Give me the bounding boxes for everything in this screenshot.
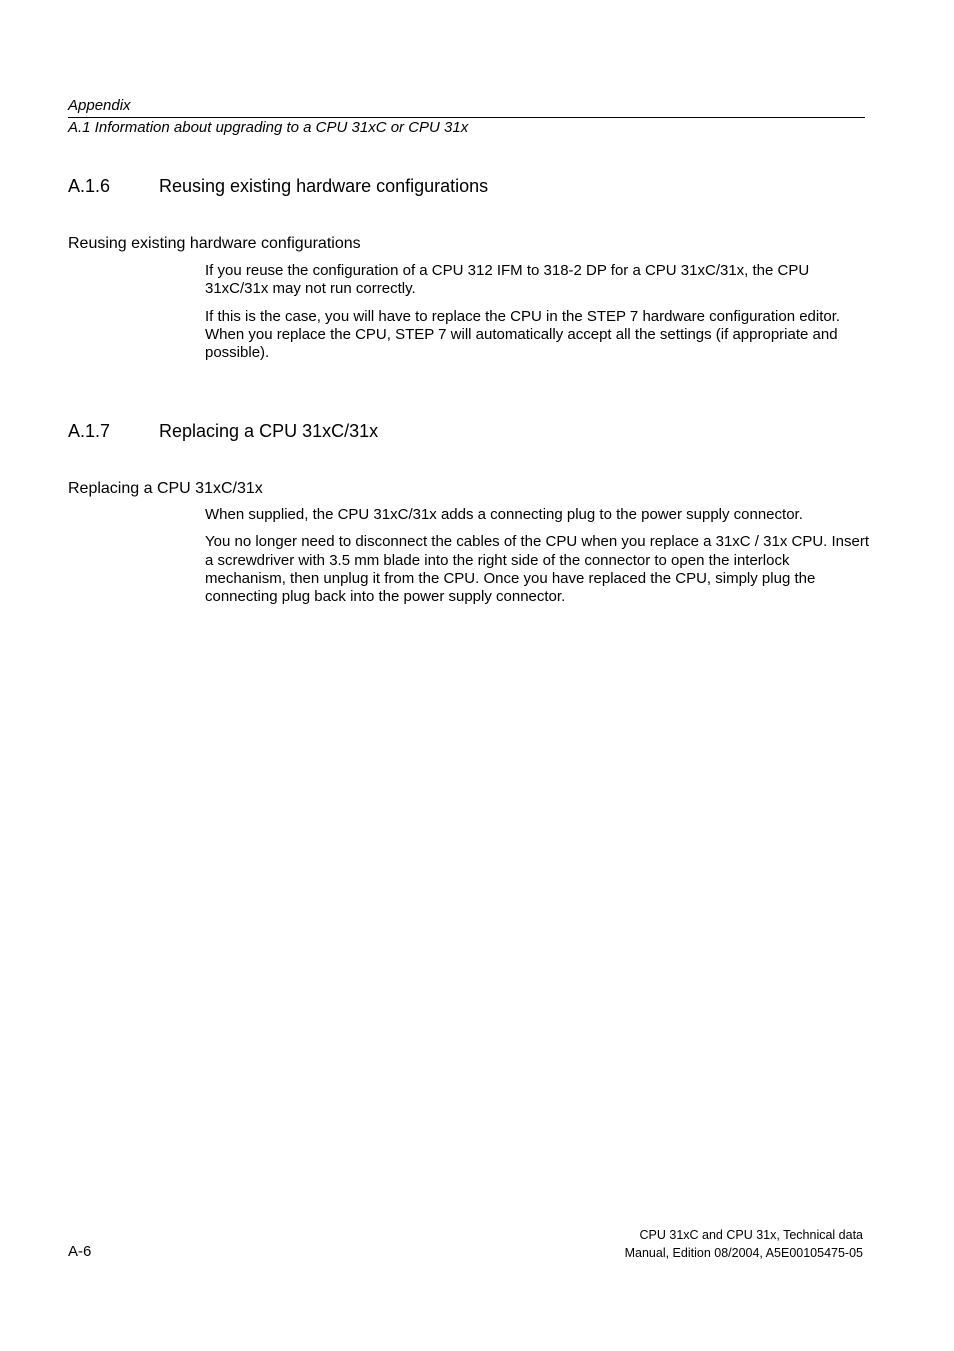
section-title: Reusing existing hardware configurations — [159, 176, 489, 196]
section-title: Replacing a CPU 31xC/31x — [159, 421, 379, 441]
subheading-replacing: Replacing a CPU 31xC/31x — [68, 480, 263, 497]
section-heading-a17 — [68, 420, 378, 442]
footer-doc-info — [625, 1226, 863, 1262]
section-number: A.1.7 — [68, 421, 111, 441]
subheading-reusing: Reusing existing hardware configurations — [68, 235, 361, 252]
header-chapter: Appendix — [68, 97, 131, 114]
footer-doc-title: CPU 31xC and CPU 31x, Technical data — [639, 1228, 863, 1242]
header-rule — [68, 117, 865, 118]
paragraph: If you reuse the configuration of a CPU 312 IFM to 318-2 DP for a CPU 31xC/31x, the CPU 31xC/31x may not run correctly. — [205, 262, 810, 298]
paragraph: If this is the case, you will have to replace the CPU in the STEP 7 hardware configuration editor. When you replace the CPU, STEP 7 will automatically accept all the settings (if appropriate and possible). — [205, 307, 841, 362]
running-header — [68, 95, 865, 139]
paragraph: When supplied, the CPU 31xC/31x adds a connecting plug to the power supply connector. — [205, 506, 803, 523]
body-replacing — [205, 506, 870, 615]
section-number: A.1.6 — [68, 176, 111, 196]
body-reusing — [205, 262, 870, 371]
header-section: A.1 Information about upgrading to a CPU 31xC or CPU 31x — [68, 119, 469, 136]
paragraph: You no longer need to disconnect the cables of the CPU when you replace a 31xC / 31x CPU. Insert a screwdriver with 3.5 mm blade into the right side of the connector to open the interlock mechanism, then unplug it from the CPU. Once you have replaced the CPU, simply plug the connecting plug back into the power supply connector. — [205, 533, 870, 606]
page-number: A-6 — [68, 1243, 92, 1260]
section-heading-a16 — [68, 175, 488, 197]
footer-edition: Manual, Edition 08/2004, A5E00105475-05 — [624, 1246, 863, 1260]
